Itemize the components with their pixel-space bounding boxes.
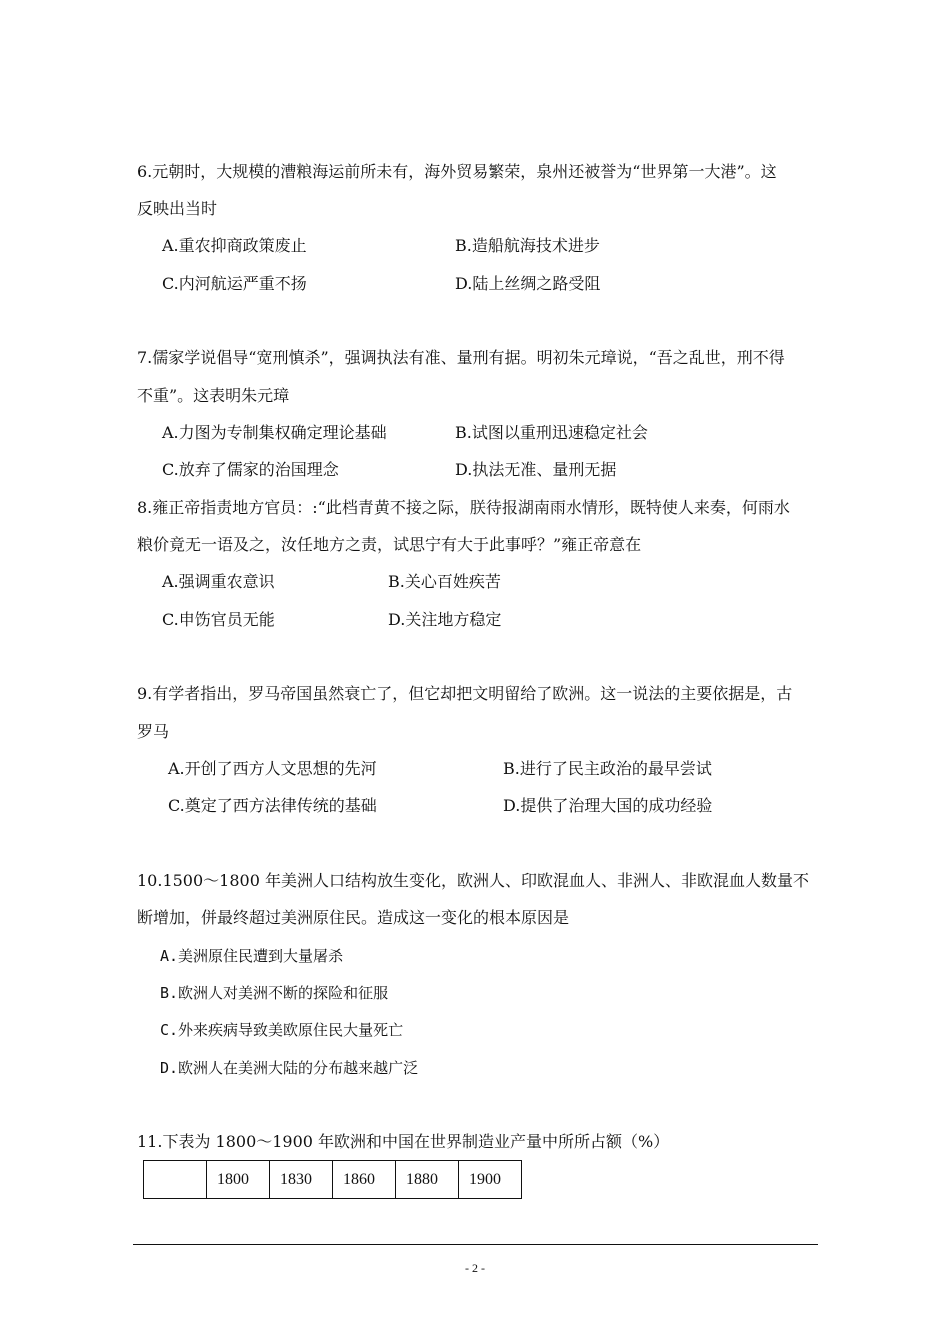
q9-option-d: D.提供了治理大国的成功经验	[503, 796, 713, 815]
footer-divider	[133, 1244, 818, 1245]
q7-option-a: A.力图为专制集权确定理论基础	[162, 423, 387, 442]
q7-stem-line-2: 不重”。这表明朱元璋	[137, 386, 290, 405]
q8-option-a: A.强调重农意识	[162, 572, 275, 591]
q9-stem-line-2: 罗马	[137, 722, 170, 741]
q10-option-a: A.美洲原住民遭到大量屠杀	[160, 947, 344, 965]
q8-option-b: B.关心百姓疾苦	[388, 572, 501, 591]
q8-stem-line-1: 8.雍正帝指责地方官员：:“此档青黄不接之际，朕待报湖南雨水情形，既特使人来奏，何雨水	[137, 498, 790, 517]
manufacturing-share-table	[143, 1160, 522, 1199]
q6-option-c: C.内河航运严重不扬	[162, 274, 307, 293]
q10-option-d: D.欧洲人在美洲大陆的分布越来越广泛	[160, 1059, 419, 1077]
q10-option-c: C.外来疾病导致美欧原住民大量死亡	[160, 1021, 404, 1039]
q8-option-d: D.关注地方稳定	[388, 610, 502, 629]
q7-option-b: B.试图以重刑迅速稳定社会	[455, 423, 648, 442]
table-header-cell: 1830	[270, 1161, 333, 1199]
q10-stem-line-2: 断增加，併最终超过美洲原住民。造成这一变化的根本原因是	[137, 908, 570, 927]
q10-option-b: B.欧洲人对美洲不断的探险和征服	[160, 984, 389, 1002]
table-header-cell: 1900	[459, 1161, 522, 1199]
table-header-cell: 1860	[333, 1161, 396, 1199]
q9-stem-line-1: 9.有学者指出，罗马帝国虽然衰亡了，但它却把文明留给了欧洲。这一说法的主要依据是，古	[137, 684, 793, 703]
table-header-cell: 1880	[396, 1161, 459, 1199]
table-header-cell	[144, 1161, 207, 1199]
q6-option-a: A.重农抑商政策废止	[162, 236, 307, 255]
q8-stem-line-2: 粮价竟无一语及之，汝任地方之责，试思宁有大于此事呼？”雍正帝意在	[137, 535, 642, 554]
q9-option-c: C.奠定了西方法律传统的基础	[168, 796, 377, 815]
q11-stem-line-1: 11.下表为 1800～1900 年欧洲和中国在世界制造业产量中所所占额（%）	[137, 1132, 670, 1151]
q9-option-a: A.开创了西方人文思想的先河	[168, 759, 377, 778]
q10-stem-line-1: 10.1500～1800 年美洲人口结构放生变化，欧洲人、印欧混血人、非洲人、非欧混血人数量不	[137, 871, 809, 890]
q6-option-b: B.造船航海技术进步	[455, 236, 600, 255]
q6-option-d: D.陆上丝绸之路受阻	[455, 274, 601, 293]
q6-stem-line-1: 6.元朝时，大规模的漕粮海运前所未有，海外贸易繁荣，泉州还被誉为“世界第一大港”。这	[137, 162, 777, 181]
q7-option-d: D.执法无准、量刑无据	[455, 460, 617, 479]
table-header-row	[144, 1161, 522, 1199]
table-header-cell: 1800	[207, 1161, 270, 1199]
q7-stem-line-1: 7.儒家学说倡导“宽刑慎杀”，强调执法有准、量刑有据。明初朱元璋说，“吾之乱世，刑不得	[137, 348, 785, 367]
q7-option-c: C.放弃了儒家的治国理念	[162, 460, 339, 479]
q6-stem-line-2: 反映出当时	[137, 199, 218, 218]
q8-option-c: C.申饬官员无能	[162, 610, 275, 629]
page-number: - 2 -	[465, 1261, 485, 1275]
q9-option-b: B.进行了民主政治的最早尝试	[503, 759, 712, 778]
